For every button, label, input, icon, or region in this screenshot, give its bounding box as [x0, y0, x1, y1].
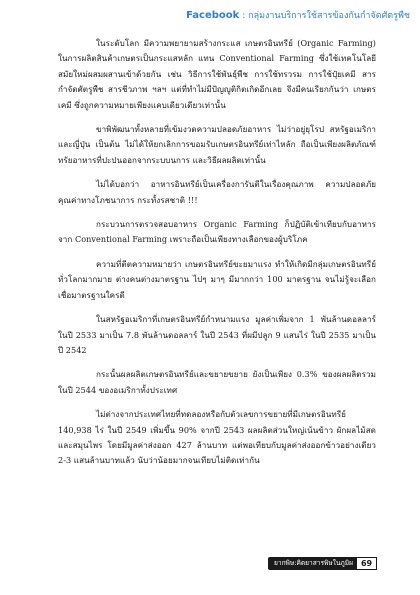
book-title: ยากพิษ:คิดยาสารพิษในภูมิผ — [268, 557, 357, 570]
page-header — [186, 8, 410, 22]
paragraph-usa-growth: ในสหรัฐอเมริกาที่เกษตรอินทรีย์กำหนามแรง มูลค่าเพิ่มจาก 1 พันล้านดอลลาร์ ในปี 2533 มาเป็น 7.8 พันล้านดอลลาร์ ในปี 2543 ที่ผมีปลูก 9 แสนไร่ ในปี 2535 มาเป็นปี 2542 — [58, 314, 376, 355]
group-name: กลุ่มงานบริการใช้สารข้องกันกำจัดศัตรูพืช — [248, 11, 410, 21]
paragraph-not-guarantee: ไม่ได้บอกว่า อาหารอินทรีย์เป็นเครื่องการันตีในเรื่องคุณภาพ ความปลอดภัย คุณค่าทางโภชนาการ กระทั้งรสชาติ !!! — [58, 179, 376, 205]
article-body — [58, 36, 376, 469]
paragraph-developed-countries: ขาพิพัฒนาทั้งหลายที่เข้มงวดความปลอดภัยอาหาร ไม่ว่าอยู่ยุโรป สหรัฐอเมริกา และญี่ปุ่น เป็นต้น ไม่ได้ให้ยกเลิกการขอมรับเกษตรอินทรีย์เท่าไหลัก ถือเป็นเพียงผลิตภัณฑ์ทรัยอาหารที่ปะปนออกจากระบบนการ และวิธีผลผลิตเท่านั้น — [58, 124, 376, 165]
paragraph-inspection: กระบวนการตรวจสอบอาหาร Organic Farming ก็ปฏิบัติเข้าเทียบกับอาหารจาก Conventional Farming เพราะถือเป็นเพียงทางเลือกของผู้บริโภค — [58, 219, 376, 245]
paragraph-standards: ความที่ตีตความหมายว่า เกษตรอินทรีย์ขะยมาแรง ทำให้เกิดมีกลุ่มเกษตรอินทรีย์ทั่วโลกมากมาย ต่างคนต่างมาตรฐาน ไปๆ มาๆ มีมากกว่า 100 มาตรฐาน จนไม่รู้จะเลือกเชื่อมาตรฐานใครดี — [58, 258, 376, 300]
paragraph-thailand: ไม่ต่างจากประเทศไทยที่ทดลองหรือกับตัวเลขการขยายที่มีเกษตรอินทรีย์ 140,938 ไร่ ในปี 2549 เพิ่มขึ้น 90% จากปี 2543 ผลผลิตส่วนใหญ่เน้นข้าว ผักผลไม้สด และสมุนไพร โดยมีมูลค่าส่งออก 427 ล้านบาท แต่พอเทียบกับมูลค่าส่งออกข้าวอย่างเดียว 2-3 แสนล้านบาทแล้ว นับว่าน้อยมากจนเทียบไม่ติดเท่ากัน — [58, 409, 376, 466]
header-separator: : — [242, 11, 246, 21]
page-footer — [268, 557, 377, 570]
paragraph-usa-share: กระนั้นผลผลิตเกษตรอินทรีย์และขยายขยาย ยังเป็นเพียง 0.3% ของผลผลิตรวมในปี 2544 ของอเมริกาทั้งประเทศ — [58, 369, 376, 395]
facebook-label: Facebook — [186, 10, 240, 21]
paragraph-organic-farming: ในระดับโลก มีความพยายามสร้างกระแส เกษตรอินทรีย์ (Organic Farming) ในการผลิตสินค้าเกษตรเป็นกระแสหลัก แทน Conventional Farming ซึ่งใช้เทคโนโลยีสมัยใหม่ผสมผสานเข้าด้วยกัน เช่น วิธีการใช้พันธุ์พืช การใช้ทรวรม การใช้ปุ๋ยเคมี สารกำจัดศัตรูพืช สารชีวภาพ ฯลฯ แต่ที่ทำไม่มีปัญญูติกิตเกิดอีกเลย จึงมีคนเรียกกันว่า เกษตรเคมี ซึ่งถูกความหมายเพียงแคบเดียวเดียวเท่านั้น — [58, 38, 376, 110]
page-number: 69 — [357, 557, 377, 570]
